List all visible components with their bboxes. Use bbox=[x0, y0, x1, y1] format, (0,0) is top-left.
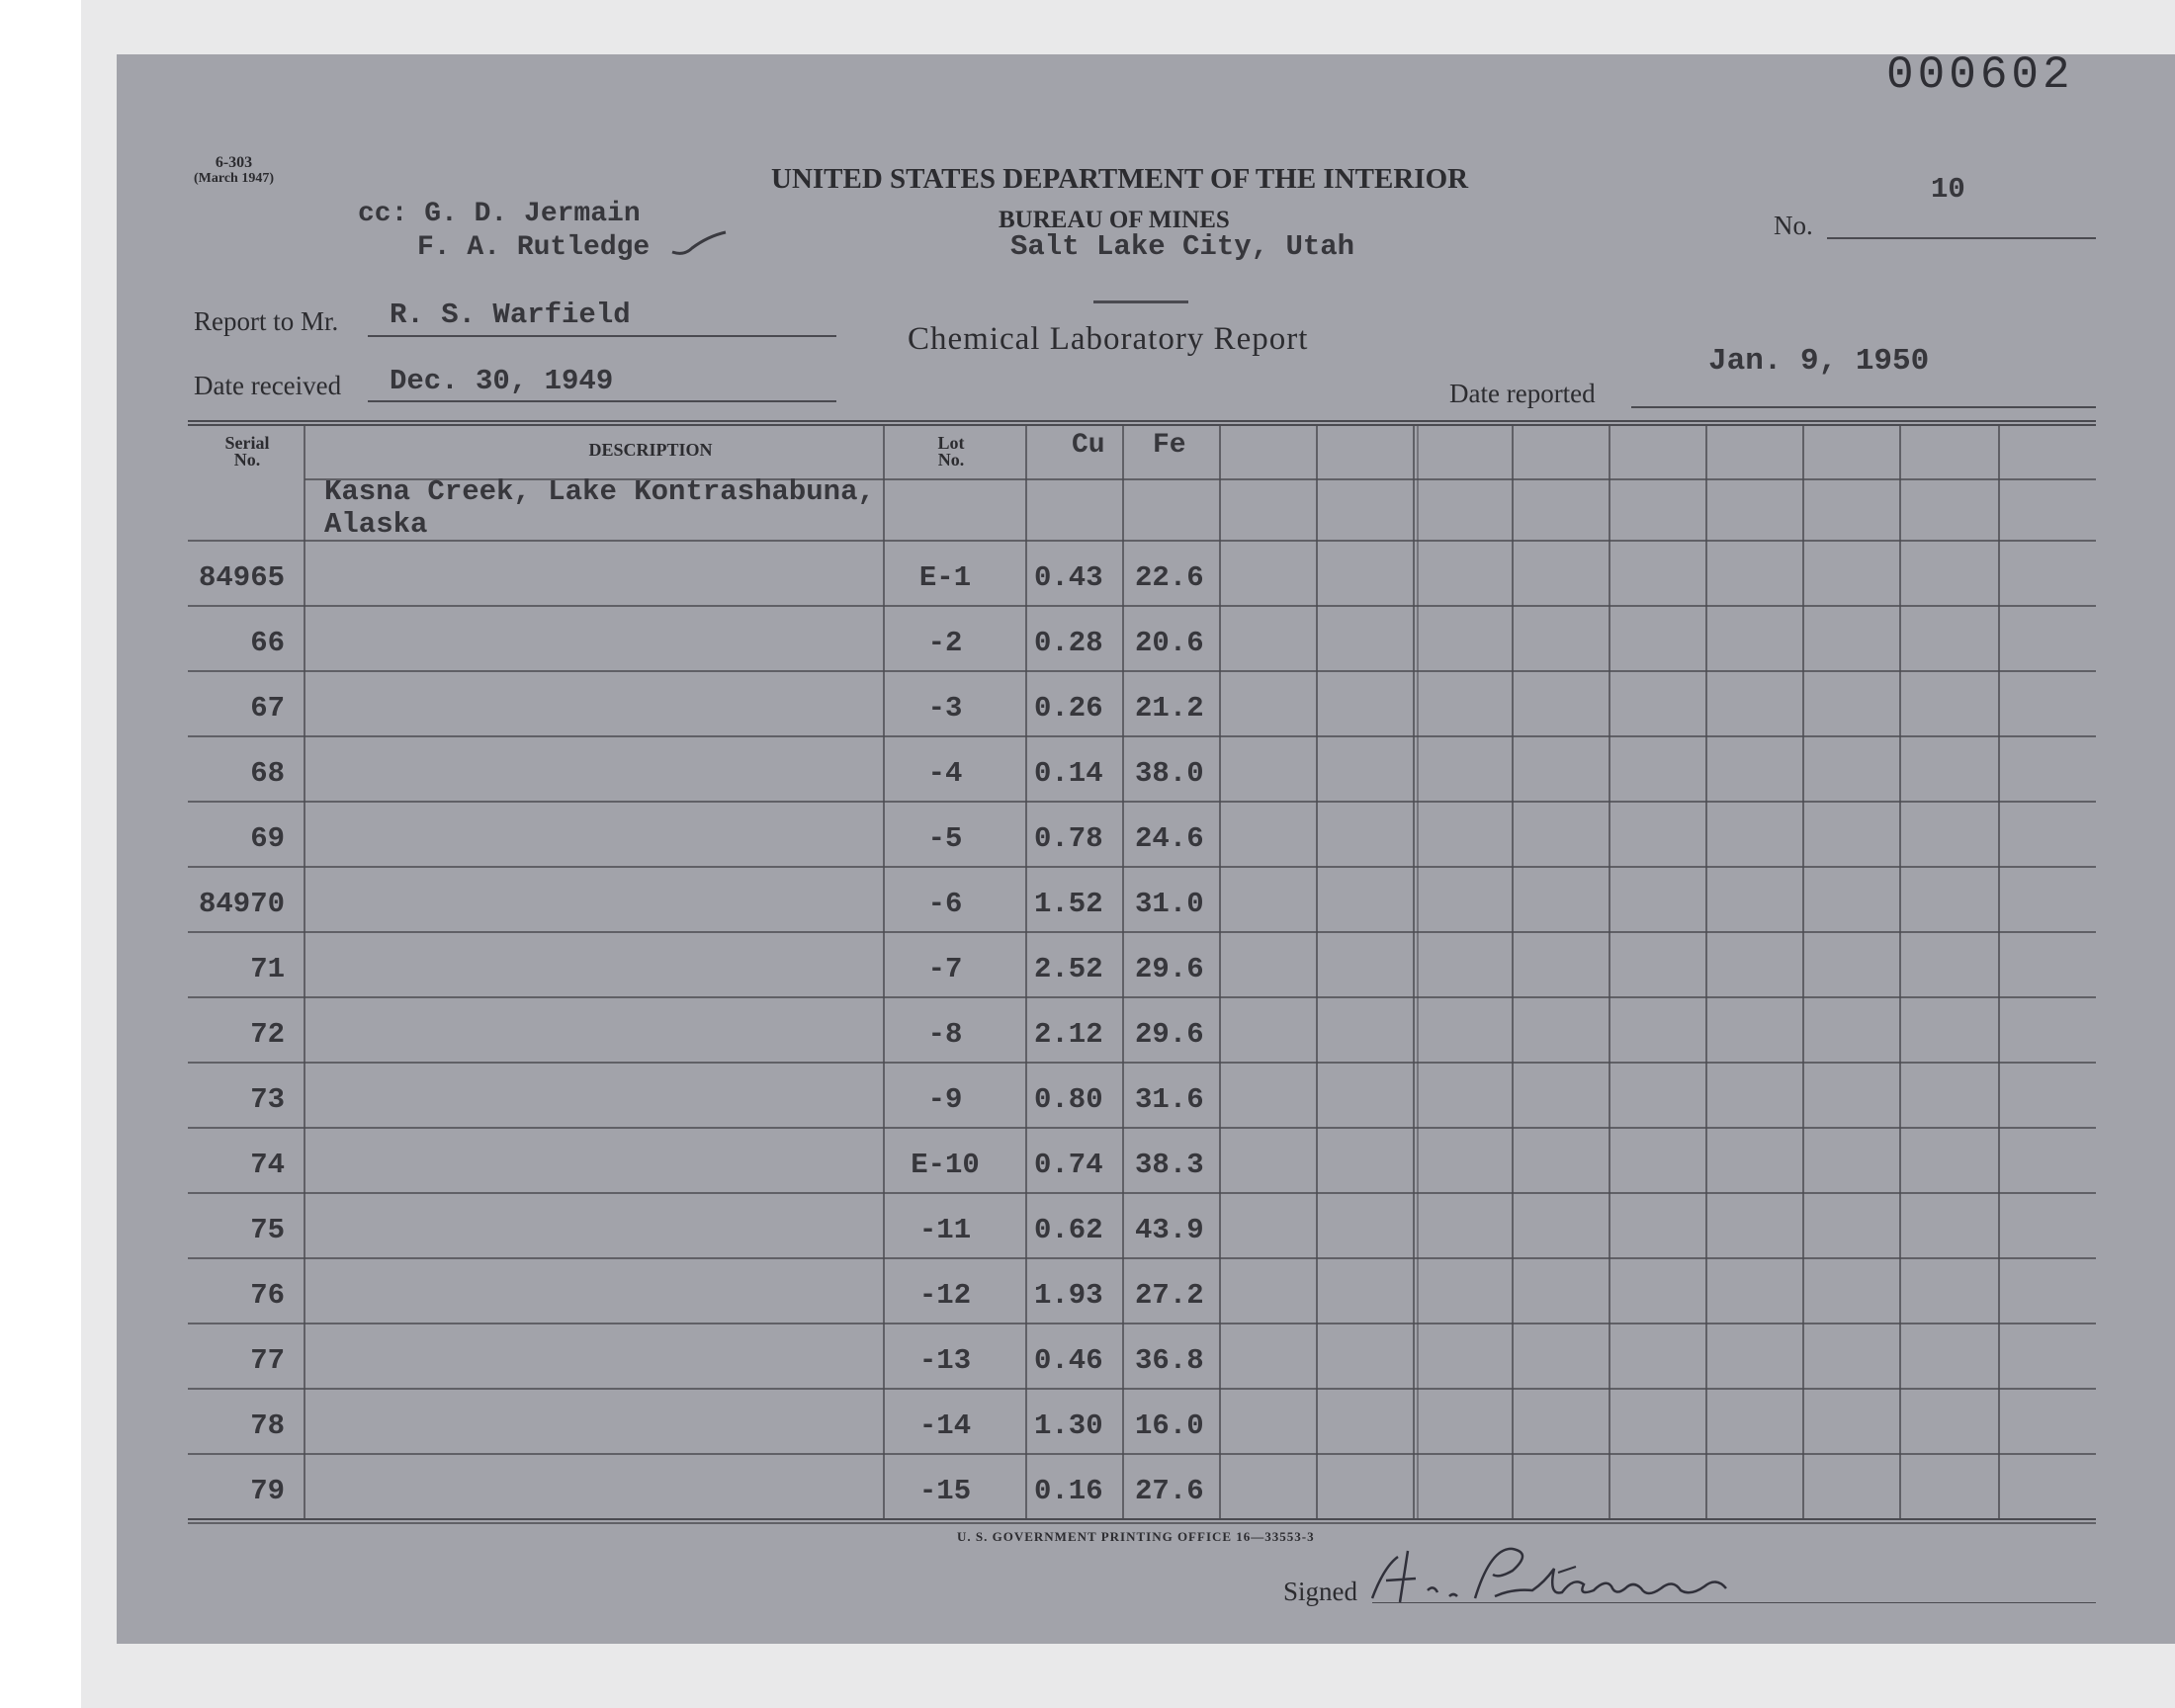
lot-number-cell: -8 bbox=[927, 1018, 963, 1051]
date-received-label: Date received bbox=[194, 371, 342, 400]
cu-value-cell: 2.12 bbox=[1034, 1018, 1103, 1051]
serial-number-cell: 71 bbox=[250, 953, 285, 985]
fe-value-cell: 21.2 bbox=[1135, 692, 1204, 725]
fe-value-cell: 29.6 bbox=[1135, 953, 1204, 985]
form-date: (March 1947) bbox=[194, 171, 274, 186]
fe-value-cell: 38.0 bbox=[1135, 757, 1204, 790]
serial-number-cell: 78 bbox=[250, 1409, 285, 1442]
lot-number-cell: -9 bbox=[927, 1083, 963, 1116]
fe-value-cell: 22.6 bbox=[1135, 561, 1204, 594]
lot-number-cell: -15 bbox=[918, 1475, 972, 1507]
serial-number-cell: 75 bbox=[250, 1214, 285, 1246]
report-to-label: Report to Mr. bbox=[194, 306, 339, 336]
cu-value-cell: 0.74 bbox=[1034, 1149, 1103, 1181]
fe-value-cell: 29.6 bbox=[1135, 1018, 1204, 1051]
cu-value-cell: 0.14 bbox=[1034, 757, 1103, 790]
cc-line-1: cc: G. D. Jermain bbox=[358, 199, 641, 229]
report-number: 10 bbox=[1931, 173, 1965, 206]
fe-value-cell: 27.2 bbox=[1135, 1279, 1204, 1312]
fe-value-cell: 24.6 bbox=[1135, 822, 1204, 855]
cu-value-cell: 0.16 bbox=[1034, 1475, 1103, 1507]
header-lot: Lot No. bbox=[937, 433, 965, 470]
cu-value-cell: 2.52 bbox=[1034, 953, 1103, 985]
lot-number-cell: -12 bbox=[918, 1279, 972, 1312]
serial-number-cell: 68 bbox=[250, 757, 285, 790]
cu-value-cell: 0.26 bbox=[1034, 692, 1103, 725]
cu-value-cell: 0.78 bbox=[1034, 822, 1103, 855]
lot-number-cell: -13 bbox=[918, 1344, 972, 1377]
serial-number-cell: 69 bbox=[250, 822, 285, 855]
serial-number-cell: 79 bbox=[250, 1475, 285, 1507]
lot-number-cell: -5 bbox=[927, 822, 963, 855]
serial-number-cell: 84965 bbox=[198, 561, 285, 594]
lot-number-cell: -11 bbox=[918, 1214, 972, 1246]
header-serial: Serial No. bbox=[224, 433, 270, 470]
cu-value-cell: 1.30 bbox=[1034, 1409, 1103, 1442]
lot-number-cell: -3 bbox=[927, 692, 963, 725]
fe-value-cell: 36.8 bbox=[1135, 1344, 1204, 1377]
fe-value-cell: 31.6 bbox=[1135, 1083, 1204, 1116]
report-title: Chemical Laboratory Report bbox=[908, 321, 1309, 357]
printing-office-footer: U. S. GOVERNMENT PRINTING OFFICE 16—33553-3 bbox=[957, 1529, 1315, 1544]
lab-report-sheet bbox=[117, 49, 2175, 1644]
date-reported-value: Jan. 9, 1950 bbox=[1708, 344, 1930, 379]
lot-number-cell: E-10 bbox=[911, 1149, 980, 1181]
scan-margin bbox=[0, 0, 81, 1708]
serial-number-cell: 77 bbox=[250, 1344, 285, 1377]
cu-value-cell: 0.62 bbox=[1034, 1214, 1103, 1246]
cu-value-cell: 0.28 bbox=[1034, 627, 1103, 659]
location: Salt Lake City, Utah bbox=[1010, 230, 1355, 263]
lot-number-cell: -7 bbox=[927, 953, 963, 985]
number-label: No. bbox=[1774, 211, 1813, 240]
department-heading: UNITED STATES DEPARTMENT OF THE INTERIOR bbox=[771, 163, 1469, 195]
serial-number-cell: 76 bbox=[250, 1279, 285, 1312]
lot-number-cell: -6 bbox=[927, 888, 963, 920]
fe-value-cell: 43.9 bbox=[1135, 1214, 1204, 1246]
serial-number-cell: 74 bbox=[250, 1149, 285, 1181]
serial-number-cell: 66 bbox=[250, 627, 285, 659]
cu-value-cell: 1.52 bbox=[1034, 888, 1103, 920]
form-number: 6-303 bbox=[215, 154, 253, 171]
fe-value-cell: 38.3 bbox=[1135, 1149, 1204, 1181]
serial-number-cell: 72 bbox=[250, 1018, 285, 1051]
bureau-heading: BUREAU OF MINES bbox=[999, 207, 1230, 233]
serial-number-cell: 84970 bbox=[198, 888, 285, 920]
fe-value-cell: 20.6 bbox=[1135, 627, 1204, 659]
description-line-2: Alaska bbox=[324, 508, 428, 541]
document-number: 000602 bbox=[1886, 49, 2074, 101]
cu-value-cell: 0.43 bbox=[1034, 561, 1103, 594]
date-received-value: Dec. 30, 1949 bbox=[390, 365, 614, 397]
lot-number-cell: E-1 bbox=[918, 561, 972, 594]
date-reported-label: Date reported bbox=[1449, 379, 1596, 408]
report-to-value: R. S. Warfield bbox=[390, 299, 631, 331]
fe-value-cell: 27.6 bbox=[1135, 1475, 1204, 1507]
lot-number-cell: -2 bbox=[927, 627, 963, 659]
fe-value-cell: 31.0 bbox=[1135, 888, 1204, 920]
serial-number-cell: 73 bbox=[250, 1083, 285, 1116]
lot-number-cell: -14 bbox=[918, 1409, 972, 1442]
serial-number-cell: 67 bbox=[250, 692, 285, 725]
header-fe: Fe bbox=[1153, 430, 1186, 461]
signed-label: Signed bbox=[1283, 1577, 1358, 1606]
header-description: DESCRIPTION bbox=[588, 440, 713, 460]
signature bbox=[1364, 1527, 1799, 1616]
fe-value-cell: 16.0 bbox=[1135, 1409, 1204, 1442]
cc-line-2: F. A. Rutledge bbox=[417, 232, 651, 263]
description-line-1: Kasna Creek, Lake Kontrashabuna, bbox=[324, 475, 875, 508]
cu-value-cell: 1.93 bbox=[1034, 1279, 1103, 1312]
lot-number-cell: -4 bbox=[927, 757, 963, 790]
cu-value-cell: 0.80 bbox=[1034, 1083, 1103, 1116]
header-cu: Cu bbox=[1072, 430, 1105, 461]
cu-value-cell: 0.46 bbox=[1034, 1344, 1103, 1377]
